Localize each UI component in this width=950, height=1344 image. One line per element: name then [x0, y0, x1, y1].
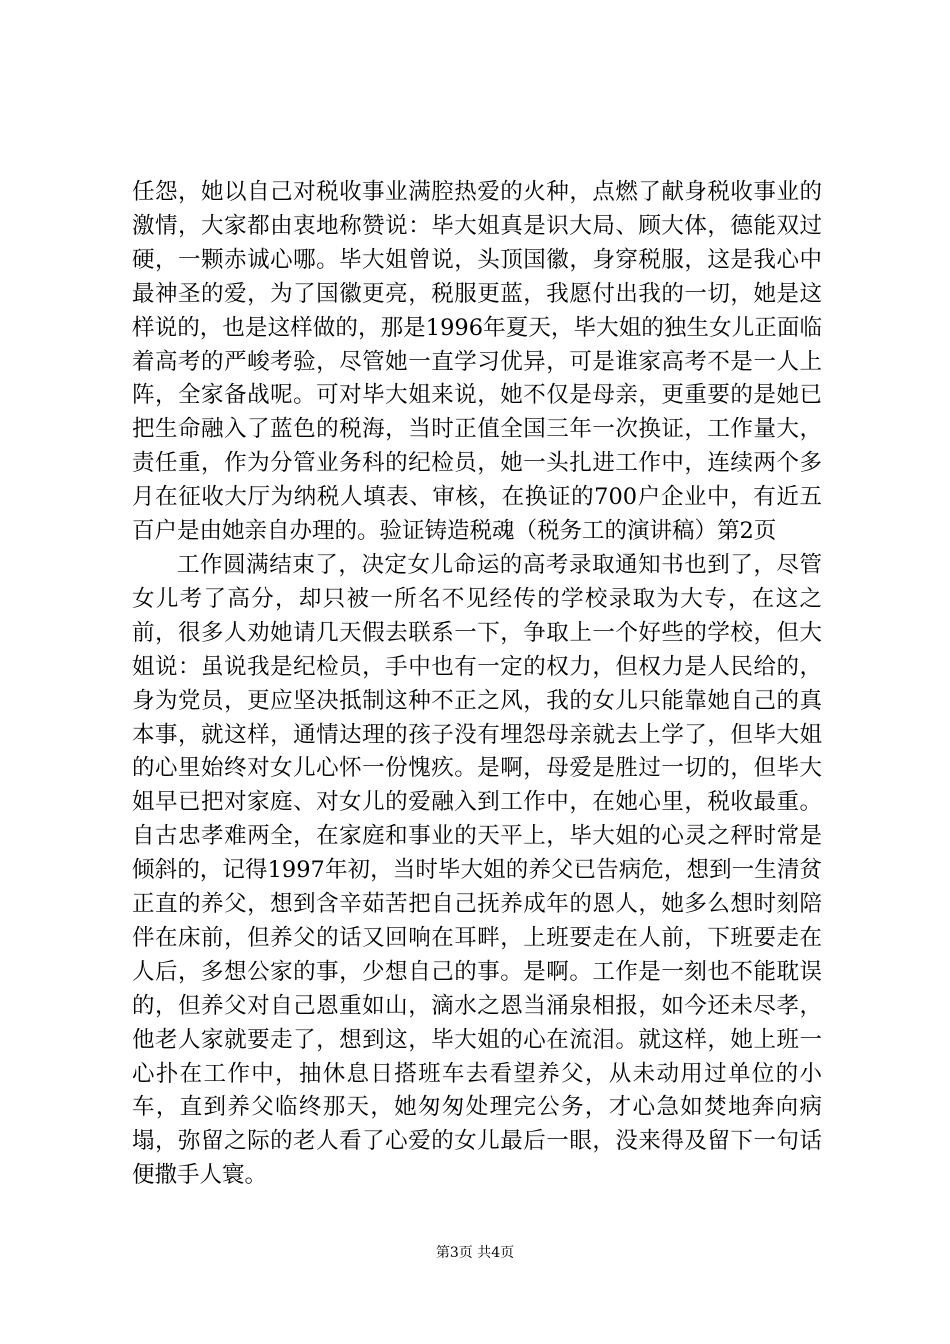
paragraph: 工作圆满结束了，决定女儿命运的高考录取通知书也到了，尽管女儿考了高分，却只被一所名不见经传的学校录取为大专，在这之前，很多人劝她请几天假去联系一下，争取上一个好些的学校，但大姐说：虽说我是纪检员，手中也有一定的权力，但权力是人民给的，身为党员，更应坚决抵制这种不正之风，我的女儿只能靠她自己的真本事，就这样，通情达理的孩子没有埋怨母亲就去上学了，但毕大姐的心里始终对女儿心怀一份愧疚。是啊，母爱是胜过一切的，但毕大姐早已把对家庭、对女儿的爱融入到工作中，在她心里，税收最重。自古忠孝难两全，在家庭和事业的天平上，毕大姐的心灵之秤时常是倾斜的，记得1997年初，当时毕大姐的养父已告病危，想到一生清贫正直的养父，想到含辛茹苦把自己抚养成年的恩人，她多么想时刻陪伴在床前，但养父的话又回响在耳畔，上班要走在人前，下班要走在人后，多想公家的事，少想自己的事。是啊。工作是一刻也不能耽误的，但养父对自己恩重如山，滴水之恩当涌泉相报，如今还未尽孝，他老人家就要走了，想到这，毕大姐的心在流泪。就这样，她上班一心扑在工作中，抽休息日搭班车去看望养父，从未动用过单位的小车，直到养父临终那天，她匆匆处理完公务，才心急如焚地奔向病塌，弥留之际的老人看了心爱的女儿最后一眼，没来得及留下一句话便撒手人寰。 — [132, 551, 822, 1189]
page-footer: 第3页 共4页 — [435, 1245, 515, 1261]
document-body — [132, 176, 822, 1193]
paragraph-continued: 任怨，她以自己对税收事业满腔热爱的火种，点燃了献身税收事业的激情，大家都由衷地称赞说：毕大姐真是识大局、顾大体，德能双过硬，一颗赤诚心哪。毕大姐曾说，头顶国徽，身穿税服，这是我心中最神圣的爱，为了国徽更亮，税服更蓝，我愿付出我的一切，她是这样说的，也是这样做的，那是1996年夏天，毕大姐的独生女儿正面临着高考的严峻考验，尽管她一直学习优异，可是谁家高考不是一人上阵，全家备战呢。可对毕大姐来说，她不仅是母亲，更重要的是她已把生命融入了蓝色的税海，当时正值全国三年一次换证，工作量大，责任重，作为分管业务科的纪检员，她一头扎进工作中，连续两个多月在征收大厅为纳税人填表、审核，在换证的700户企业中，有近五百户是由她亲自办理的。验证铸造税魂（税务工的演讲稿）第2页 — [132, 179, 822, 545]
